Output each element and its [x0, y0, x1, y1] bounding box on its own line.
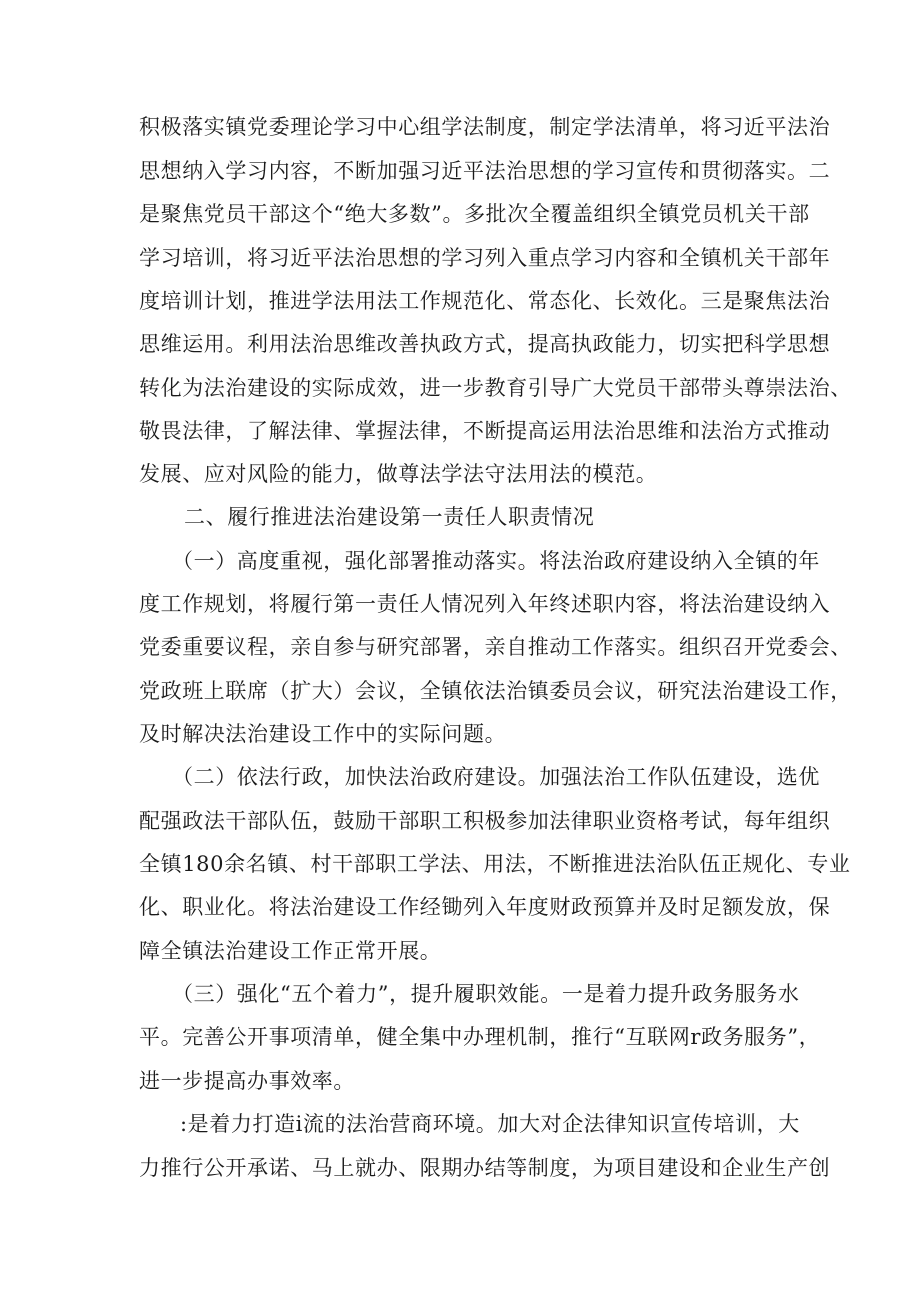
- paragraph-line: 化、职业化。将法治建设工作经锄列入年度财政预算并及时足额发放，保: [139, 895, 831, 919]
- paragraph-line: 发展、应对风险的能力，做尊法学法守法用法的模范。: [139, 462, 658, 486]
- paragraph-line: 思维运用。利用法治思维改善执政方式，提高执政能力，切实把科学思想: [139, 332, 831, 356]
- paragraph-line: （二）依法行政，加快法治政府建设。加强法治工作队伍建设，选优: [172, 765, 820, 789]
- paragraph-line: 党政班上联席（扩大）会议，全镇依法治镇委员会议，研究法治建设工作，: [139, 679, 852, 703]
- paragraph-line: 配强政法干部队伍，鼓励干部职工积极参加法律职业资格考试，每年组织: [139, 809, 831, 833]
- paragraph-line: （一）高度重视，强化部署推动落实。将法治政府建设纳入全镇的年: [172, 549, 820, 573]
- paragraph-line: 障全镇法治建设工作正常开展。: [139, 939, 442, 963]
- paragraph-line: 平。完善公开事项清单，健全集中办理机制，推行“互联网r政务服务”，: [139, 1025, 821, 1049]
- paragraph-line: 全镇180余名镇、村干部职工学法、用法，不断推进法治队伍正规化、专业: [139, 852, 851, 876]
- paragraph-line: 敬畏法律，了解法律、掌握法律，不断提高运用法治思维和法治方式推动: [139, 419, 831, 443]
- paragraph-line: 学习培训，将习近平法治思想的学习列入重点学习内容和全镇机关干部年: [139, 246, 831, 270]
- paragraph-line: 度培训计划，推进学法用法工作规范化、常态化、长效化。三是聚焦法治: [139, 289, 831, 313]
- paragraph-line: 及时解决法治建设工作中的实际问题。: [139, 722, 507, 746]
- paragraph-line: 进一步提高办事效率。: [139, 1069, 355, 1093]
- section-heading: 二、履行推进法治建设第一责任人职责情况: [184, 505, 595, 529]
- paragraph-line: 积极落实镇党委理论学习中心组学法制度，制定学法清单，将习近平法治: [139, 115, 831, 139]
- paragraph-line: 度工作规划，将履行第一责任人情况列入年终述职内容，将法治建设纳入: [139, 592, 831, 616]
- paragraph-line: （三）强化“五个着力”，提升履职效能。一是着力提升政务服务水: [172, 982, 800, 1006]
- paragraph-line: 转化为法治建设的实际成效，进一步教育引导广大党员干部带头尊崇法治、: [139, 376, 852, 400]
- paragraph-line: 思想纳入学习内容，不断加强习近平法治思想的学习宣传和贯彻落实。二: [139, 159, 831, 183]
- paragraph-line: 是聚焦党员干部这个“绝大多数”。多批次全覆盖组织全镇党员机关干部: [139, 202, 810, 226]
- paragraph-line: 力推行公开承诺、马上就办、限期办结等制度，为项目建设和企业生产创: [139, 1156, 831, 1180]
- paragraph-line: 党委重要议程，亲自参与研究部署，亲自推动工作落实。组织召开党委会、: [139, 635, 852, 659]
- paragraph-line: :是着力打造i流的法治营商环境。加大对企法律知识宣传培训，大: [180, 1112, 800, 1136]
